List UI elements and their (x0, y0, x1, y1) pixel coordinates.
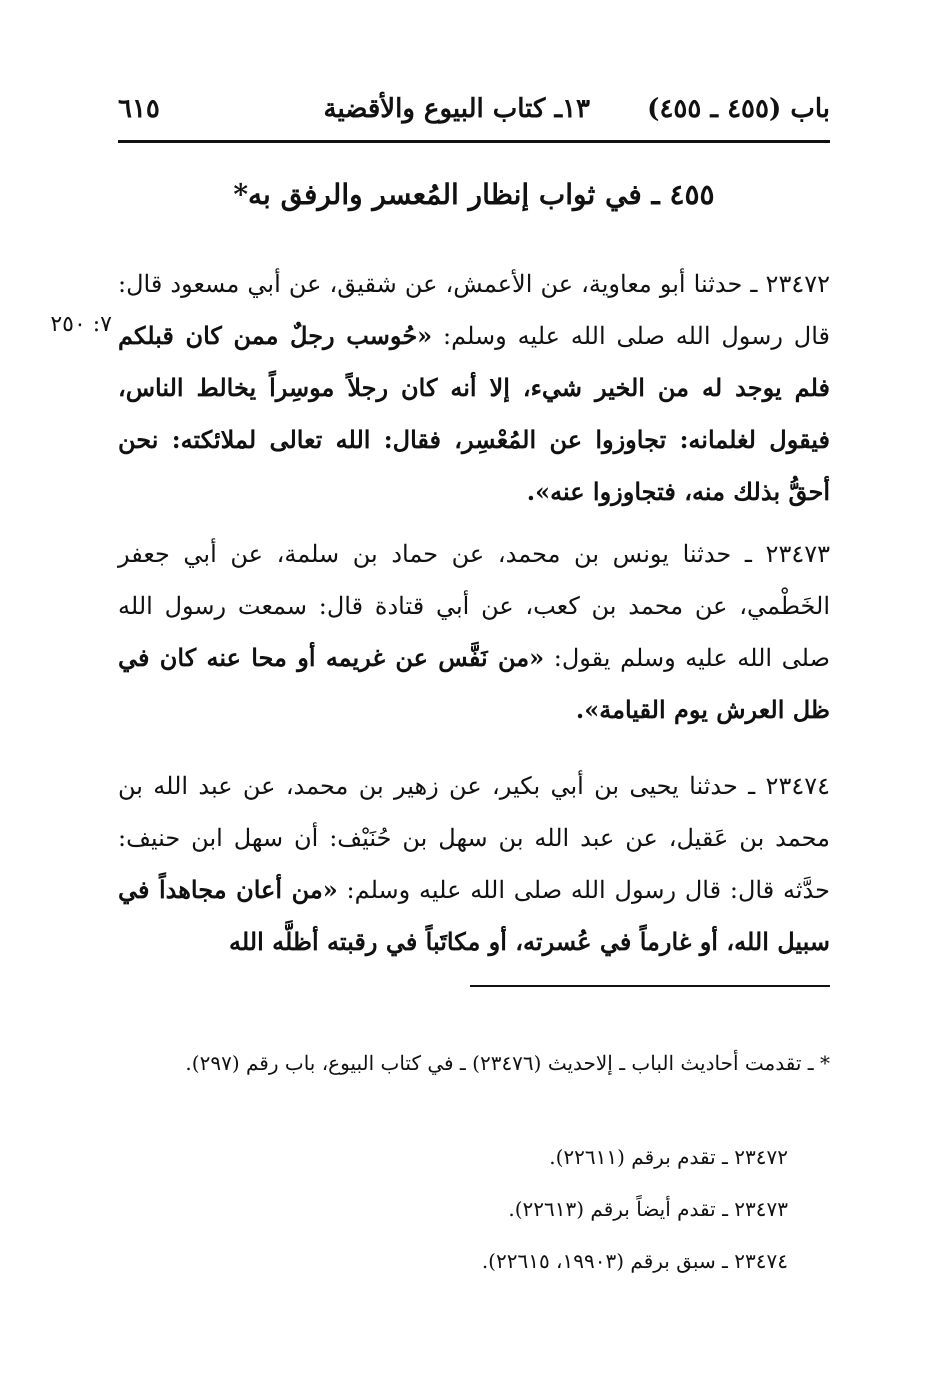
footnote-23473: ٢٣٤٧٣ ـ تقدم أيضاً برقم (٢٢٦١٣). (508, 1197, 788, 1221)
book-title: ١٣ـ كتاب البيوع والأقضية (323, 94, 590, 124)
page-number: ٦١٥ (118, 94, 160, 124)
chapter-title: ٤٥٥ ـ في ثواب إنظار المُعسر والرفق به* (233, 178, 715, 211)
hadith-isnad: ٢٣٤٧٢ ـ حدثنا أبو معاوية، عن الأعمش، عن شقيق، عن أبي مسعود قال: قال رسول الله صلى الله عليه وسلم: (118, 270, 830, 350)
hadith-23473 (118, 528, 830, 736)
hadith-isnad: ٢٣٤٧٣ ـ حدثنا يونس بن محمد، عن حماد بن سلمة، عن أبي جعفر الخَطْمي، عن محمد بن كعب، عن أبي قتادة قال: سمعت رسول الله صلى الله عليه وسلم يقول: (118, 540, 830, 672)
footnote-rule (470, 985, 830, 987)
section-range: باب (٤٥٥ ـ ٤٥٥) (647, 94, 830, 124)
hadith-matn: «من أعان مجاهداً في سبيل الله، أو غارماً في عُسرته، أو مكاتَباً في رقبته أظلَّه الله (118, 875, 830, 956)
header-rule (118, 140, 830, 143)
running-header (118, 86, 830, 134)
hadith-matn: «حُوسب رجلٌ ممن كان قبلكم فلم يوجد له من الخير شيء، إلا أنه كان رجلاً موسِراً يخالط الناس، فيقول لغلمانه: تجاوزوا عن المُعْسِر، فقال: الله تعالى لملائكته: نحن أحقُّ بذلك منه، فتجاوزوا عنه». (118, 321, 830, 506)
footnote-23474: ٢٣٤٧٤ ـ سبق برقم (١٩٩٠٣، ٢٢٦١٥). (481, 1249, 788, 1273)
margin-reference: ٧: ٢٥٠ (50, 312, 112, 337)
footnote-23472: ٢٣٤٧٢ ـ تقدم برقم (٢٢٦١١). (549, 1145, 788, 1169)
footnote-star: * ـ تقدمت أحاديث الباب ـ إلاحديث (٢٣٤٧٦) ـ في كتاب البيوع، باب رقم (٢٩٧). (185, 1051, 830, 1075)
hadith-23472 (118, 258, 830, 518)
hadith-23474 (118, 760, 830, 968)
hadith-isnad: ٢٣٤٧٤ ـ حدثنا يحيى بن أبي بكير، عن زهير بن محمد، عن عبد الله بن محمد بن عَقيل، عن عبد الله بن سهل بن حُنَيْف: أن سهل ابن حنيف: حدَّثه قال: قال رسول الله صلى الله عليه وسلم: (118, 772, 830, 904)
hadith-matn: «من نَفَّس عن غريمه أو محا عنه كان في ظل العرش يوم القيامة». (118, 643, 830, 724)
